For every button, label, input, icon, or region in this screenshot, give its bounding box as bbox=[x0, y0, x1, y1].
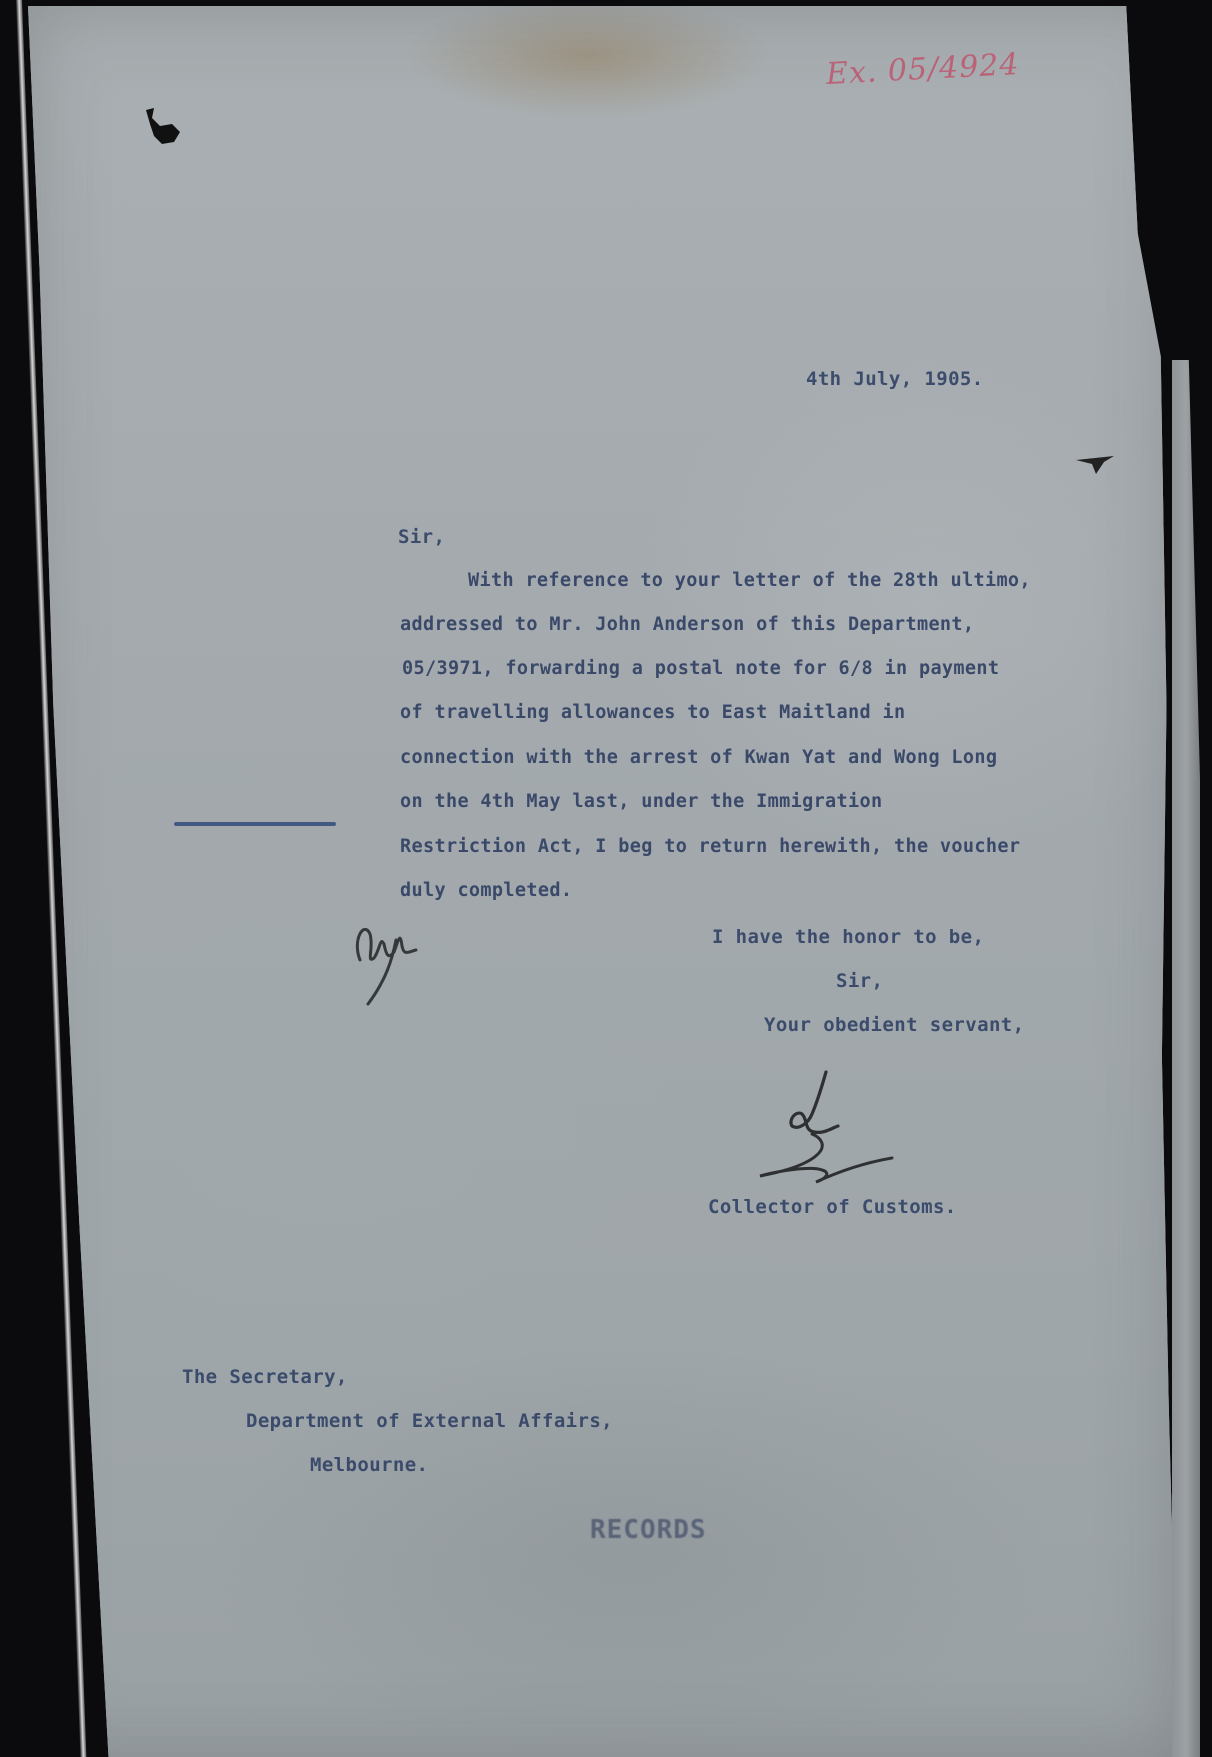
recipient-line-3: Melbourne. bbox=[310, 1454, 429, 1476]
body-line: Restriction Act, I beg to return herewith, the voucher bbox=[400, 836, 1021, 857]
closing-line-3: Your obedient servant, bbox=[764, 1014, 1025, 1036]
body-line: duly completed. bbox=[400, 880, 573, 901]
margin-rule bbox=[174, 822, 336, 826]
closing-line-1: I have the honor to be, bbox=[712, 926, 985, 948]
letter-date: 4th July, 1905. bbox=[806, 368, 984, 390]
body-line: connection with the arrest of Kwan Yat and Wong Long bbox=[400, 747, 998, 768]
recipient-line-2: Department of External Affairs, bbox=[246, 1410, 614, 1432]
ink-blot-mark bbox=[140, 104, 190, 150]
body-line: of travelling allowances to East Maitland in bbox=[400, 702, 906, 723]
paper-sheet bbox=[28, 6, 1178, 1757]
salutation: Sir, bbox=[398, 526, 446, 548]
signer-title: Collector of Customs. bbox=[708, 1196, 957, 1218]
records-stamp: RECORDS bbox=[590, 1515, 707, 1545]
recipient-line-1: The Secretary, bbox=[182, 1366, 348, 1388]
paper-fold bbox=[1172, 360, 1200, 1757]
margin-tick-mark bbox=[1074, 452, 1118, 478]
body-line: With reference to your letter of the 28th ultimo, bbox=[468, 570, 1031, 591]
body-line: addressed to Mr. John Anderson of this Department, bbox=[400, 614, 975, 635]
closing-line-2: Sir, bbox=[836, 970, 884, 992]
margin-initials bbox=[346, 900, 426, 1010]
body-line: 05/3971, forwarding a postal note for 6/8 in payment bbox=[402, 658, 1000, 679]
file-reference-annotation: Ex. 05/4924 bbox=[825, 46, 1021, 93]
signature bbox=[752, 1066, 902, 1196]
body-line: on the 4th May last, under the Immigration bbox=[400, 791, 883, 812]
